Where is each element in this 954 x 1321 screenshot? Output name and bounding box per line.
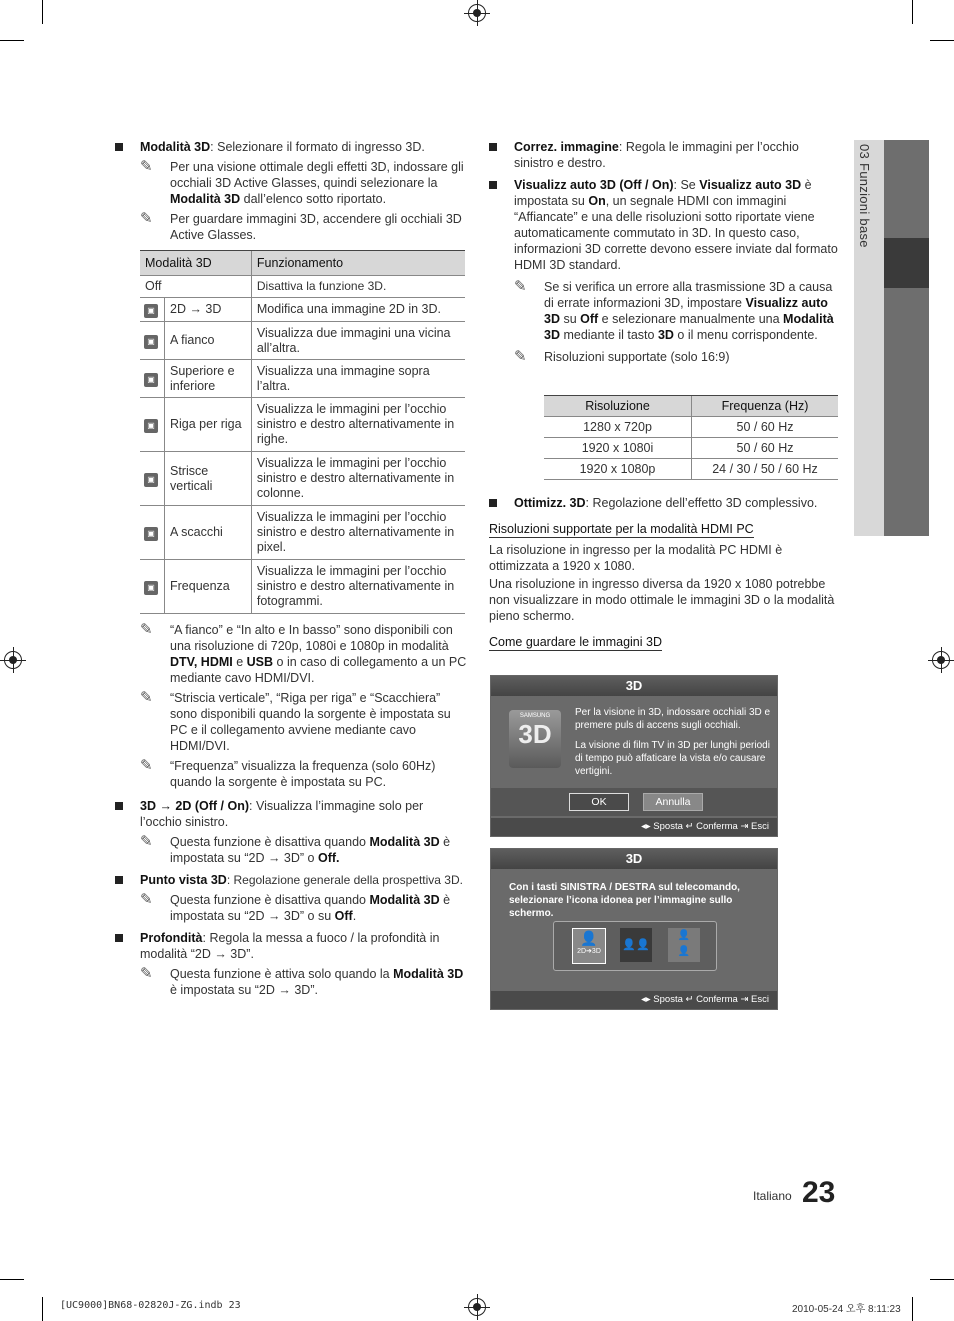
osd-footer: ◂▸ Sposta ↵ Conferma ⇥ Esci — [491, 818, 777, 836]
table-cell-desc: Visualizza le immagini per l’occhio sinistro e destro alternativamente in fotogrammi. — [251, 560, 465, 614]
note-text: è impostata su “2D → 3D” o — [170, 835, 451, 865]
note-pen-icon: ✎ — [140, 757, 153, 774]
desc: : Selezionare il formato di ingresso 3D. — [210, 140, 425, 154]
desc: : Regolazione dell’effetto 3D complessivo. — [585, 496, 818, 510]
resolution-table — [544, 395, 838, 480]
left-column — [115, 139, 467, 243]
note-text: “Striscia verticale”, “Riga per riga” e “Scacchiera” sono disponibili quando la sorgente è impostata su PC e il collegamento avviene mediante cavo HDMI/DVI. — [170, 691, 451, 753]
logo-3d: 3D — [518, 719, 552, 749]
note — [140, 758, 467, 790]
side-by-side-mode-button[interactable]: 👤👤 — [620, 928, 652, 962]
bullet-icon — [115, 934, 123, 942]
table-cell-mode: Superiore e inferiore — [165, 360, 252, 398]
top-bottom-icon: ▣ — [144, 373, 158, 387]
desc: : Visualizza l’immagine solo per l’occhio sinistro. — [140, 799, 424, 829]
hdmi-paragraph: Una risoluzione in ingresso diversa da 1920 x 1080 potrebbe non visualizzare in modo ottimale le immagini 3D o la modalità pieno schermo. — [489, 577, 835, 623]
table-cell-mode: Riga per riga — [165, 398, 252, 452]
section-label: 03 Funzioni base — [857, 144, 872, 248]
bullet-icon — [489, 499, 497, 507]
note-pen-icon: ✎ — [140, 891, 153, 908]
note-pen-icon: ✎ — [140, 210, 153, 227]
note — [140, 159, 467, 207]
bullet-icon — [489, 143, 497, 151]
note-text: “A fianco” e “In alto e In basso” sono disponibili con una risoluzione di 720p, 1080i e 1080p in modalità — [170, 623, 453, 653]
line-by-line-icon: ▣ — [144, 419, 158, 433]
osd-3d-warning — [490, 675, 778, 837]
note-bold: DTV, HDMI — [170, 655, 233, 669]
note-text: o in caso di collegamento a un PC mediante cavo HDMI/DVI. — [170, 655, 467, 685]
visualizz-auto-item — [489, 177, 839, 365]
note-pen-icon: ✎ — [140, 965, 153, 982]
table-cell-mode: Off — [140, 276, 251, 298]
note-pen-icon: ✎ — [514, 348, 527, 365]
table-header: Risoluzione — [544, 396, 692, 417]
table-cell-mode: Strisce verticali — [165, 452, 252, 506]
table-cell-desc: Modifica una immagine 2D in 3D. — [251, 298, 465, 322]
note-bold: Modalità 3D — [544, 312, 834, 342]
note-text: su — [559, 312, 581, 326]
table-cell: 50 / 60 Hz — [692, 438, 839, 459]
desc: : Regolazione generale della prospettiva 3D. — [226, 873, 463, 887]
osd-message: Per la visione in 3D, indossare occhiali 3D e premere puls di accens sugli occhiali. — [575, 707, 771, 731]
note-pen-icon: ✎ — [140, 689, 153, 706]
print-date: 2010-05-24 오후 8:11:23 — [792, 1304, 901, 1315]
note-text: e selezionare manualmente una — [598, 312, 784, 326]
note-text: o il menu corrispondente. — [673, 328, 818, 342]
osd-3d-mode-select — [490, 848, 778, 1010]
note-bold: USB — [246, 655, 274, 669]
crop-mark — [912, 1297, 913, 1321]
crop-mark — [930, 40, 954, 41]
desc: : Regola le immagini per l’occhio sinistro e destro. — [514, 140, 799, 170]
note — [140, 690, 467, 754]
note-bold: Visualizz auto 3D — [544, 296, 828, 326]
table-cell: 24 / 30 / 50 / 60 Hz — [692, 459, 839, 480]
table-cell: 50 / 60 Hz — [692, 417, 839, 438]
bullet-icon — [489, 181, 497, 189]
modes-table — [140, 250, 465, 614]
crop-mark — [912, 0, 913, 24]
desc-bold: On — [588, 194, 606, 208]
profondita-item — [115, 930, 467, 998]
note — [140, 622, 467, 686]
side-by-side-icon: ▣ — [144, 335, 158, 349]
page-number: 23 — [802, 1176, 836, 1209]
note-bold: Off — [334, 909, 353, 923]
bullet-icon — [115, 143, 123, 151]
table-cell: 1920 x 1080i — [544, 438, 692, 459]
note-pen-icon: ✎ — [140, 158, 153, 175]
table-cell-desc: Visualizza le immagini per l’occhio sinistro e destro alternativamente in colonne. — [251, 452, 465, 506]
note-text: “Frequenza” visualizza la frequenza (solo 60Hz) quando la sorgente è impostata su PC. — [170, 759, 436, 789]
desc: , un segnale HDMI con immagini “Affiancate” e una delle risoluzioni sotto riportate viene automaticamente commutato in 3D. In questo caso, informazioni 3D corrette devono essere inviate dal formato HDMI 3D standard. — [514, 194, 838, 272]
desc: : Regola la messa a fuoco / la profondità in modalità “2D → 3D”. — [140, 931, 440, 961]
table-cell-desc: Disattiva la funzione 3D. — [251, 276, 465, 298]
osd-footer: ◂▸ Sposta ↵ Conferma ⇥ Esci — [491, 991, 777, 1009]
term: Visualizz auto 3D (Off / On) — [514, 178, 674, 192]
note-bold: Off — [580, 312, 599, 326]
table-cell-desc: Visualizza due immagini una vicina all’altra. — [251, 322, 465, 360]
table-cell-mode: 2D → 3D — [165, 298, 252, 322]
hdmi-paragraph: La risoluzione in ingresso per la modalità PC HDMI è ottimizzata a 1920 x 1080. — [489, 543, 783, 573]
note-pen-icon: ✎ — [140, 621, 153, 638]
note — [140, 834, 467, 866]
crop-mark — [0, 40, 24, 41]
term: 3D → 2D (Off / On) — [140, 799, 250, 813]
note-bold: Modalità 3D — [170, 192, 241, 206]
note-text: Questa funzione è disattiva quando — [170, 835, 370, 849]
term: Modalità 3D — [140, 140, 211, 154]
samsung-3d-logo-icon — [509, 710, 561, 768]
note-bold: 3D — [657, 328, 674, 342]
right-column — [489, 139, 839, 365]
osd-message: Con i tasti SINISTRA / DESTRA sul telecomando, selezionare l’icona idonea per l’immagine sullo schermo. — [509, 882, 740, 919]
note-text: Questa funzione è disattiva quando — [170, 893, 370, 907]
note — [514, 279, 839, 343]
table-cell-mode: A fianco — [165, 322, 252, 360]
table-header: Frequenza (Hz) — [692, 396, 839, 417]
note-text: dall’elenco sotto riportato. — [240, 192, 387, 206]
term: Ottimizz. 3D — [514, 496, 586, 510]
person-icon: 👤 — [580, 930, 598, 946]
note-text: è impostata su “2D → 3D”. — [170, 983, 318, 997]
registration-mark-icon — [932, 651, 950, 669]
bullet-icon — [115, 802, 123, 810]
ottimizz-item — [489, 495, 839, 511]
note — [140, 892, 467, 924]
hdmi-pc-heading: Risoluzioni supportate per la modalità HDMI PC — [489, 522, 754, 536]
icon-label: 2D➔3D — [577, 948, 601, 955]
table-cell-mode: A scacchi — [165, 506, 252, 560]
frequency-icon: ▣ — [144, 581, 158, 595]
language-label: Italiano — [753, 1189, 792, 1203]
logo-brand: SAMSUNG — [519, 713, 551, 719]
note-bold: Off. — [317, 851, 340, 865]
note-text: Per una visione ottimale degli effetti 3D, indossare gli occhiali 3D Active Glasses, quindi selezionare la — [170, 160, 464, 190]
note-text: Questa funzione è attiva solo quando la — [170, 967, 394, 981]
note-text: Risoluzioni supportate (solo 16:9) — [544, 350, 730, 364]
table-header: Funzionamento — [251, 251, 465, 276]
osd-title: 3D — [491, 849, 777, 869]
right-column-lower — [489, 495, 839, 651]
note-bold: Modalità 3D — [369, 835, 440, 849]
punto-vista-item — [115, 872, 467, 924]
note-pen-icon: ✎ — [140, 833, 153, 850]
crop-mark — [930, 1279, 954, 1280]
note-text: Se si verifica un errore alla trasmissione 3D a causa di errate informazioni 3D, impostare — [544, 280, 833, 310]
note — [140, 211, 467, 243]
osd-button-bar — [491, 788, 777, 816]
note-text: . — [352, 909, 357, 923]
table-header: Modalità 3D — [140, 251, 251, 276]
term: Profondità — [140, 931, 203, 945]
table-cell-desc: Visualizza le immagini per l’occhio sinistro e destro alternativamente in righe. — [251, 398, 465, 452]
table-cell-desc: Visualizza le immagini per l’occhio sinistro e destro alternativamente in pixel. — [251, 506, 465, 560]
term: Correz. immagine — [514, 140, 619, 154]
note — [514, 349, 839, 365]
correz-item — [489, 139, 839, 171]
desc: è impostata su — [514, 178, 812, 208]
table-cell: 1280 x 720p — [544, 417, 692, 438]
section-bar — [884, 140, 929, 536]
note-text: è impostata su “2D → 3D” o su — [170, 893, 451, 923]
registration-mark-icon — [468, 4, 486, 22]
crop-mark — [0, 1279, 24, 1280]
vertical-stripe-icon: ▣ — [144, 473, 158, 487]
checker-board-icon: ▣ — [144, 527, 158, 541]
top-bottom-mode-button[interactable]: 👤 👤 — [668, 928, 700, 962]
term: Punto vista 3D — [140, 873, 227, 887]
crop-mark — [42, 1297, 43, 1321]
note-text: Per guardare immagini 3D, accendere gli occhiali 3D Active Glasses. — [170, 212, 462, 242]
file-info: [UC9000]BN68-02820J-ZG.indb 23 — [60, 1300, 241, 1311]
table-cell-desc: Visualizza una immagine sopra l’altra. — [251, 360, 465, 398]
registration-mark-icon — [4, 651, 22, 669]
modalita-3d-item — [115, 139, 467, 243]
3d-2d-item — [115, 798, 467, 866]
table-cell-mode: Frequenza — [165, 560, 252, 614]
ok-button[interactable]: OK — [569, 793, 629, 811]
note-bold: Modalità 3D — [393, 967, 464, 981]
registration-mark-icon — [468, 1298, 486, 1316]
left-column-lower — [115, 622, 467, 998]
osd-title: 3D — [491, 676, 777, 696]
desc-bold: Visualizz auto 3D — [699, 178, 802, 192]
cancel-button[interactable]: Annulla — [643, 793, 703, 811]
note-bold: Modalità 3D — [369, 893, 440, 907]
desc: : Se — [673, 178, 700, 192]
note-pen-icon: ✎ — [514, 278, 527, 295]
crop-mark — [42, 0, 43, 24]
osd-message: La visione di film TV in 3D per lunghi periodi di tempo può affaticare la vista e/o causare vertigini. — [575, 740, 770, 777]
note-text: mediante il tasto — [559, 328, 658, 342]
2d-3d-mode-button[interactable] — [572, 928, 606, 964]
2d-3d-icon: ▣ — [144, 304, 158, 318]
mode-icon-panel — [553, 921, 717, 971]
note-text: e — [232, 655, 247, 669]
come-guardare-heading: Come guardare le immagini 3D — [489, 635, 662, 649]
note — [140, 966, 467, 998]
bullet-icon — [115, 876, 123, 884]
table-cell: 1920 x 1080p — [544, 459, 692, 480]
